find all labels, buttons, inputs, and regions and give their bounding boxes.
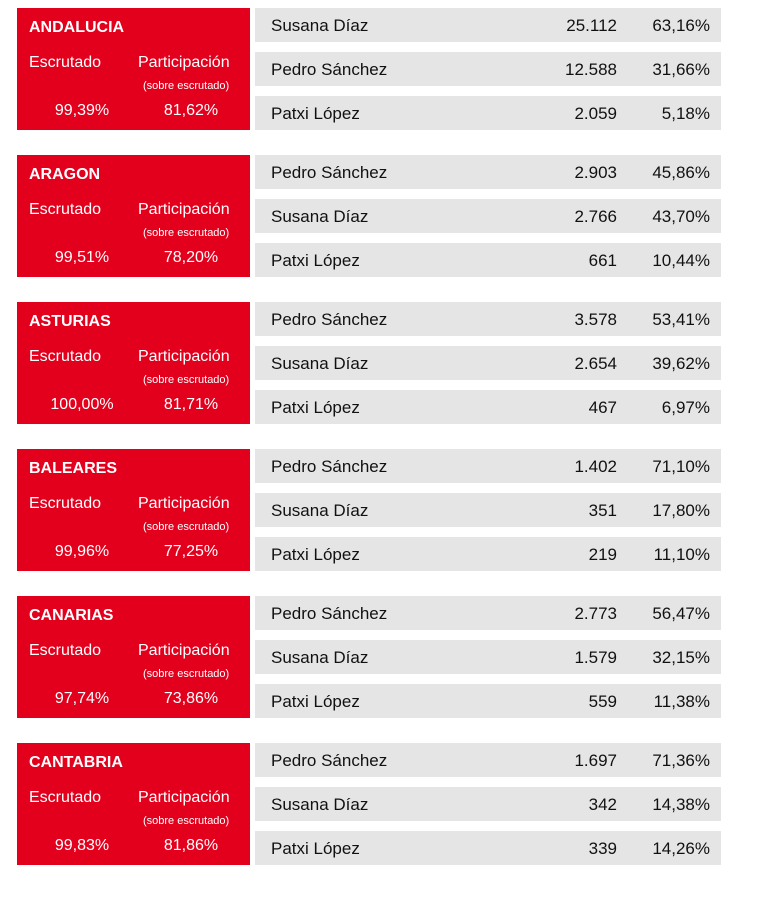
candidate-percentage: 53,41% (652, 310, 710, 329)
candidate-percentage: 32,15% (652, 648, 710, 667)
participacion-value: 81,86% (163, 837, 219, 854)
region-summary-panel (17, 155, 250, 277)
escrutado-value: 97,74% (54, 690, 110, 707)
candidate-row (255, 302, 721, 336)
candidate-votes: 559 (588, 692, 617, 711)
candidate-percentage: 71,36% (652, 751, 710, 770)
participacion-value: 81,62% (163, 102, 219, 119)
candidate-name: Pedro Sánchez (271, 457, 388, 476)
candidate-name: Patxi López (271, 398, 360, 417)
candidate-row (255, 743, 721, 777)
candidate-name: Patxi López (271, 251, 360, 270)
candidate-row (255, 640, 721, 674)
candidate-votes: 351 (588, 501, 617, 520)
candidate-row (255, 8, 721, 42)
escrutado-value: 99,83% (54, 837, 110, 854)
participacion-sublabel: (sobre escrutado) (143, 227, 230, 239)
candidate-row (255, 155, 721, 189)
candidate-row (255, 596, 721, 630)
escrutado-value: 99,39% (54, 102, 110, 119)
candidate-row (255, 52, 721, 86)
candidate-votes: 1.579 (574, 648, 617, 667)
candidate-percentage: 43,70% (652, 207, 710, 226)
participacion-label: Participación (138, 789, 230, 806)
participacion-sublabel: (sobre escrutado) (143, 815, 230, 827)
candidate-name: Susana Díaz (271, 501, 369, 520)
candidate-votes: 339 (588, 839, 617, 858)
participacion-sublabel: (sobre escrutado) (143, 521, 230, 533)
candidate-row (255, 346, 721, 380)
candidate-votes: 2.903 (574, 163, 617, 182)
region-summary-panel (17, 596, 250, 718)
candidate-votes: 1.697 (574, 751, 617, 770)
candidate-row (255, 537, 721, 571)
candidate-votes: 12.588 (565, 60, 617, 79)
candidate-name: Patxi López (271, 104, 360, 123)
region-name: CANTABRIA (29, 754, 123, 771)
candidate-votes: 2.773 (574, 604, 617, 623)
participacion-value: 77,25% (163, 543, 219, 560)
candidate-percentage: 71,10% (652, 457, 710, 476)
candidate-row (255, 390, 721, 424)
region-block (17, 8, 721, 130)
region-name: BALEARES (29, 460, 118, 477)
region-block (17, 596, 721, 718)
candidate-percentage: 11,38% (653, 692, 710, 711)
escrutado-label: Escrutado (29, 642, 102, 659)
candidate-votes: 2.766 (574, 207, 617, 226)
region-block (17, 155, 721, 277)
region-block (17, 302, 721, 424)
candidate-percentage: 17,80% (652, 501, 710, 520)
region-name: ANDALUCIA (29, 19, 125, 36)
region-block (17, 743, 721, 865)
candidate-percentage: 11,10% (653, 545, 710, 564)
candidate-percentage: 63,16% (652, 16, 710, 35)
region-summary-panel (17, 449, 250, 571)
participacion-value: 78,20% (163, 249, 219, 266)
candidate-name: Patxi López (271, 692, 360, 711)
candidate-percentage: 14,26% (652, 839, 710, 858)
region-name: ARAGON (29, 166, 101, 183)
candidate-name: Patxi López (271, 839, 360, 858)
candidate-percentage: 39,62% (652, 354, 710, 373)
candidate-votes: 342 (588, 795, 617, 814)
candidate-votes: 3.578 (574, 310, 617, 329)
candidate-name: Pedro Sánchez (271, 604, 388, 623)
candidate-row (255, 684, 721, 718)
participacion-value: 73,86% (163, 690, 219, 707)
escrutado-value: 99,96% (54, 543, 110, 560)
candidate-row (255, 449, 721, 483)
participacion-value: 81,71% (163, 396, 219, 413)
participacion-label: Participación (138, 348, 230, 365)
candidate-percentage: 10,44% (652, 251, 710, 270)
candidate-percentage: 45,86% (652, 163, 710, 182)
candidate-votes: 467 (588, 398, 617, 417)
candidate-name: Susana Díaz (271, 207, 369, 226)
candidate-name: Pedro Sánchez (271, 310, 388, 329)
region-summary-panel (17, 302, 250, 424)
candidate-percentage: 5,18% (661, 104, 710, 123)
candidate-name: Susana Díaz (271, 16, 369, 35)
candidate-percentage: 6,97% (661, 398, 710, 417)
candidate-name: Patxi López (271, 545, 360, 564)
candidate-votes: 25.112 (566, 16, 617, 35)
candidate-row (255, 96, 721, 130)
escrutado-label: Escrutado (29, 348, 102, 365)
candidate-name: Pedro Sánchez (271, 163, 388, 182)
participacion-sublabel: (sobre escrutado) (143, 80, 230, 92)
candidate-name: Pedro Sánchez (271, 60, 388, 79)
candidate-name: Susana Díaz (271, 648, 369, 667)
candidate-votes: 661 (588, 251, 617, 270)
escrutado-label: Escrutado (29, 495, 102, 512)
candidate-name: Pedro Sánchez (271, 751, 388, 770)
region-summary-panel (17, 8, 250, 130)
participacion-sublabel: (sobre escrutado) (143, 374, 230, 386)
candidate-percentage: 14,38% (652, 795, 710, 814)
candidate-name: Susana Díaz (271, 354, 369, 373)
region-summary-panel (17, 743, 250, 865)
candidate-votes: 2.059 (574, 104, 617, 123)
candidate-votes: 1.402 (574, 457, 617, 476)
escrutado-label: Escrutado (29, 789, 102, 806)
candidate-votes: 2.654 (574, 354, 617, 373)
escrutado-value: 99,51% (54, 249, 110, 266)
participacion-label: Participación (138, 642, 230, 659)
candidate-row (255, 243, 721, 277)
candidate-votes: 219 (588, 545, 617, 564)
candidate-row (255, 493, 721, 527)
candidate-percentage: 31,66% (652, 60, 710, 79)
participacion-label: Participación (138, 201, 230, 218)
candidate-row (255, 831, 721, 865)
participacion-label: Participación (138, 54, 230, 71)
participacion-sublabel: (sobre escrutado) (143, 668, 230, 680)
region-name: CANARIAS (29, 607, 114, 624)
candidate-row (255, 787, 721, 821)
region-block (17, 449, 721, 571)
escrutado-value: 100,00% (50, 396, 114, 413)
escrutado-label: Escrutado (29, 54, 102, 71)
region-name: ASTURIAS (29, 313, 111, 330)
escrutado-label: Escrutado (29, 201, 102, 218)
participacion-label: Participación (138, 495, 230, 512)
candidate-row (255, 199, 721, 233)
candidate-percentage: 56,47% (652, 604, 710, 623)
candidate-name: Susana Díaz (271, 795, 369, 814)
